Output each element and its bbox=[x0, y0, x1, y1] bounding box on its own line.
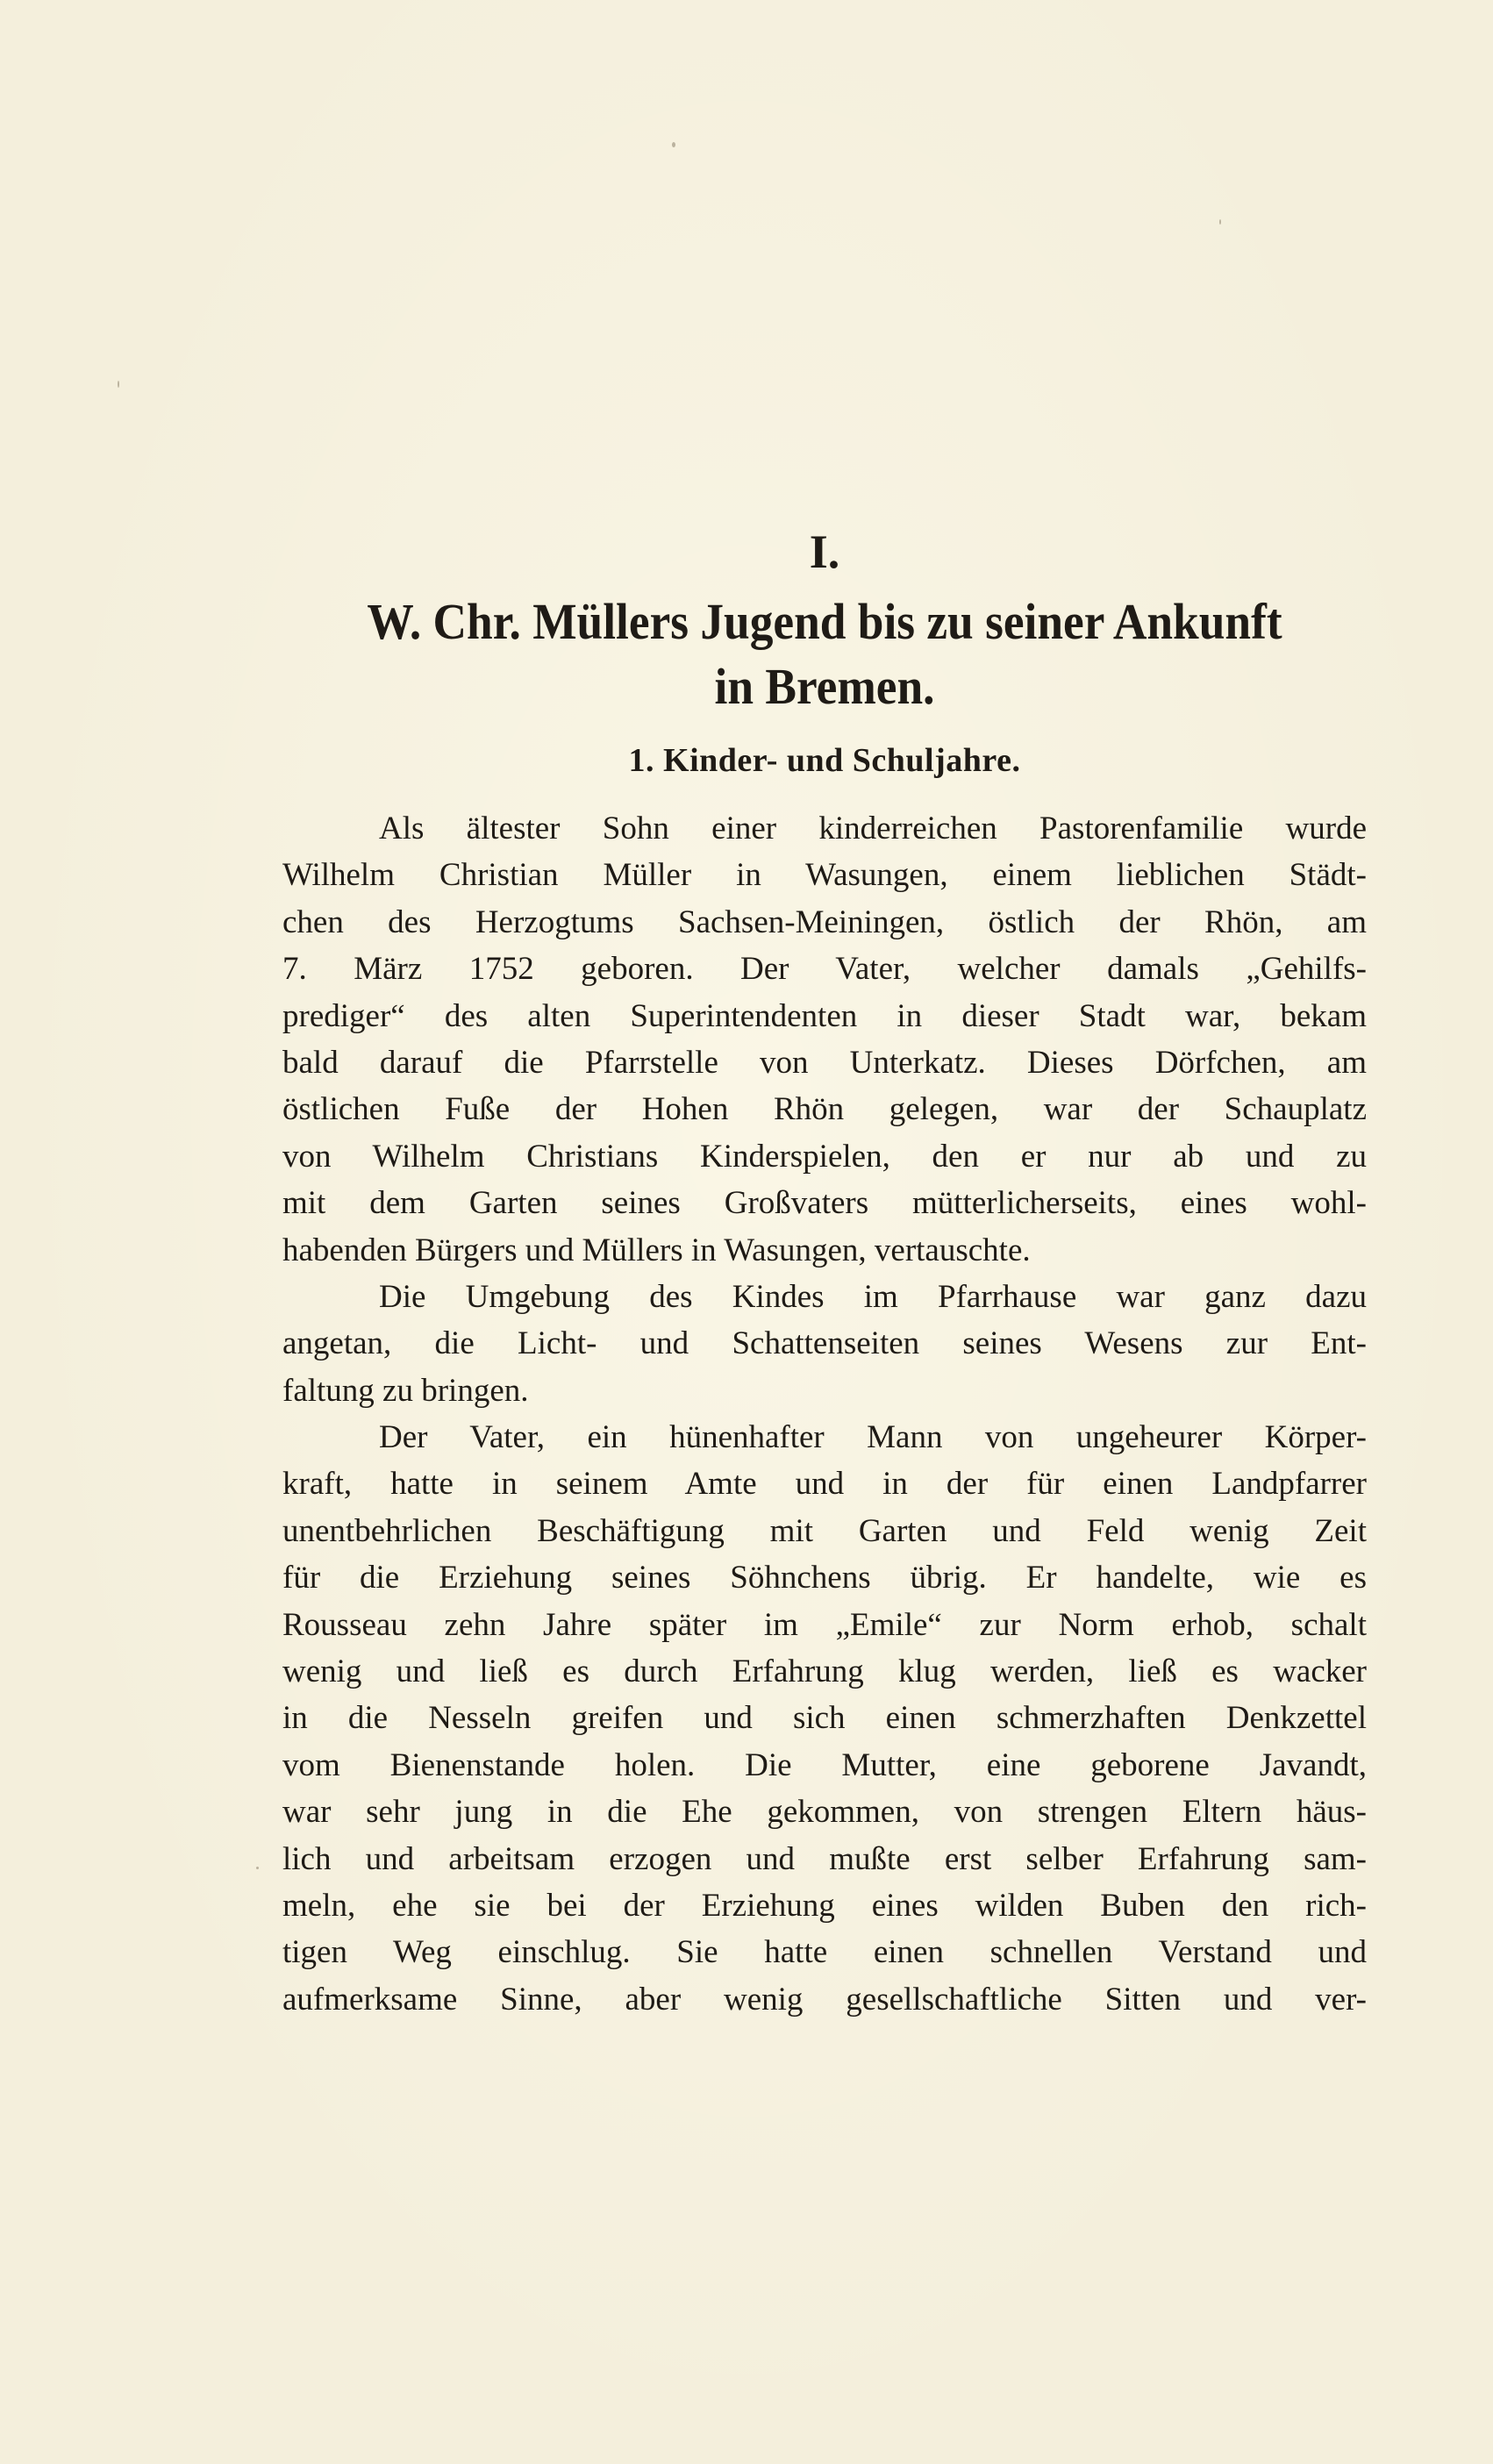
paragraph-3 bbox=[282, 1414, 1367, 2023]
body-text bbox=[282, 805, 1367, 2023]
chapter-title-line-1: W. Chr. Müllers Jugend bis zu seiner Ankunft bbox=[367, 593, 1282, 650]
text-line: lich und arbeitsam erzogen und mußte erst selber Erfahrung sam- bbox=[282, 1840, 1367, 1877]
text-line: angetan, die Licht- und Schattenseiten seines Wesens zur Ent- bbox=[282, 1325, 1367, 1362]
chapter-title bbox=[325, 589, 1323, 719]
text-line: prediger“ des alten Superintendenten in dieser Stadt war, bekam bbox=[282, 997, 1367, 1034]
chapter-number: I. bbox=[809, 525, 840, 578]
text-line: aufmerksame Sinne, aber wenig gesellschaftliche Sitten und ver- bbox=[282, 1981, 1367, 2018]
text-line: von Wilhelm Christians Kinderspielen, den er nur ab und zu bbox=[282, 1138, 1367, 1175]
text-line: Rousseau zehn Jahre später im „Emile“ zur Norm erhob, schalt bbox=[282, 1606, 1367, 1643]
text-line: vom Bienenstande holen. Die Mutter, eine geborene Javandt, bbox=[282, 1746, 1367, 1783]
paper-speck bbox=[118, 381, 119, 388]
text-line: wenig und ließ es durch Erfahrung klug werden, ließ es wacker bbox=[282, 1653, 1367, 1690]
text-line: östlichen Fuße der Hohen Rhön gelegen, war der Schauplatz bbox=[282, 1091, 1367, 1128]
text-line: war sehr jung in die Ehe gekommen, von strengen Eltern häus- bbox=[282, 1794, 1367, 1831]
text-line: tigen Weg einschlug. Sie hatte einen schnellen Verstand und bbox=[282, 1934, 1367, 1971]
text-line: unentbehrlichen Beschäftigung mit Garten und Feld wenig Zeit bbox=[282, 1512, 1367, 1549]
text-line: meln, ehe sie bei der Erziehung eines wilden Buben den rich- bbox=[282, 1887, 1367, 1924]
text-line: in die Nesseln greifen und sich einen schmerzhaften Denkzettel bbox=[282, 1700, 1367, 1737]
text-line: für die Erziehung seines Söhnchens übrig. Er handelte, wie es bbox=[282, 1560, 1367, 1596]
chapter-title-line-2: in Bremen. bbox=[714, 658, 935, 715]
text-line: Wilhelm Christian Müller in Wasungen, einem lieblichen Städt- bbox=[282, 857, 1367, 894]
text-line: habenden Bürgers und Müllers in Wasungen, vertauschte. bbox=[282, 1232, 1031, 1268]
text-line: bald darauf die Pfarrstelle von Unterkatz. Dieses Dörfchen, am bbox=[282, 1044, 1367, 1081]
section-heading: 1. Kinder- und Schuljahre. bbox=[628, 742, 1021, 779]
text-line: Die Umgebung des Kindes im Pfarrhause war ganz dazu bbox=[379, 1278, 1367, 1315]
paragraph-2 bbox=[282, 1274, 1367, 1414]
text-line: faltung zu bringen. bbox=[282, 1372, 529, 1409]
text-line: chen des Herzogtums Sachsen-Meiningen, östlich der Rhön, am bbox=[282, 903, 1367, 940]
paper-speck bbox=[1219, 219, 1221, 225]
text-line: 7. März 1752 geboren. Der Vater, welcher damals „Gehilfs- bbox=[282, 951, 1367, 988]
text-line: Der Vater, ein hünenhafter Mann von ungeheurer Körper- bbox=[379, 1419, 1367, 1456]
text-line: mit dem Garten seines Großvaters mütterlicherseits, eines wohl- bbox=[282, 1185, 1367, 1222]
text-line: kraft, hatte in seinem Amte und in der für einen Landpfarrer bbox=[282, 1466, 1367, 1503]
paper-speck bbox=[672, 142, 675, 147]
text-line: Als ältester Sohn einer kinderreichen Pastorenfamilie wurde bbox=[379, 811, 1367, 846]
paper-speck bbox=[256, 1867, 259, 1869]
paragraph-1 bbox=[282, 805, 1367, 1274]
